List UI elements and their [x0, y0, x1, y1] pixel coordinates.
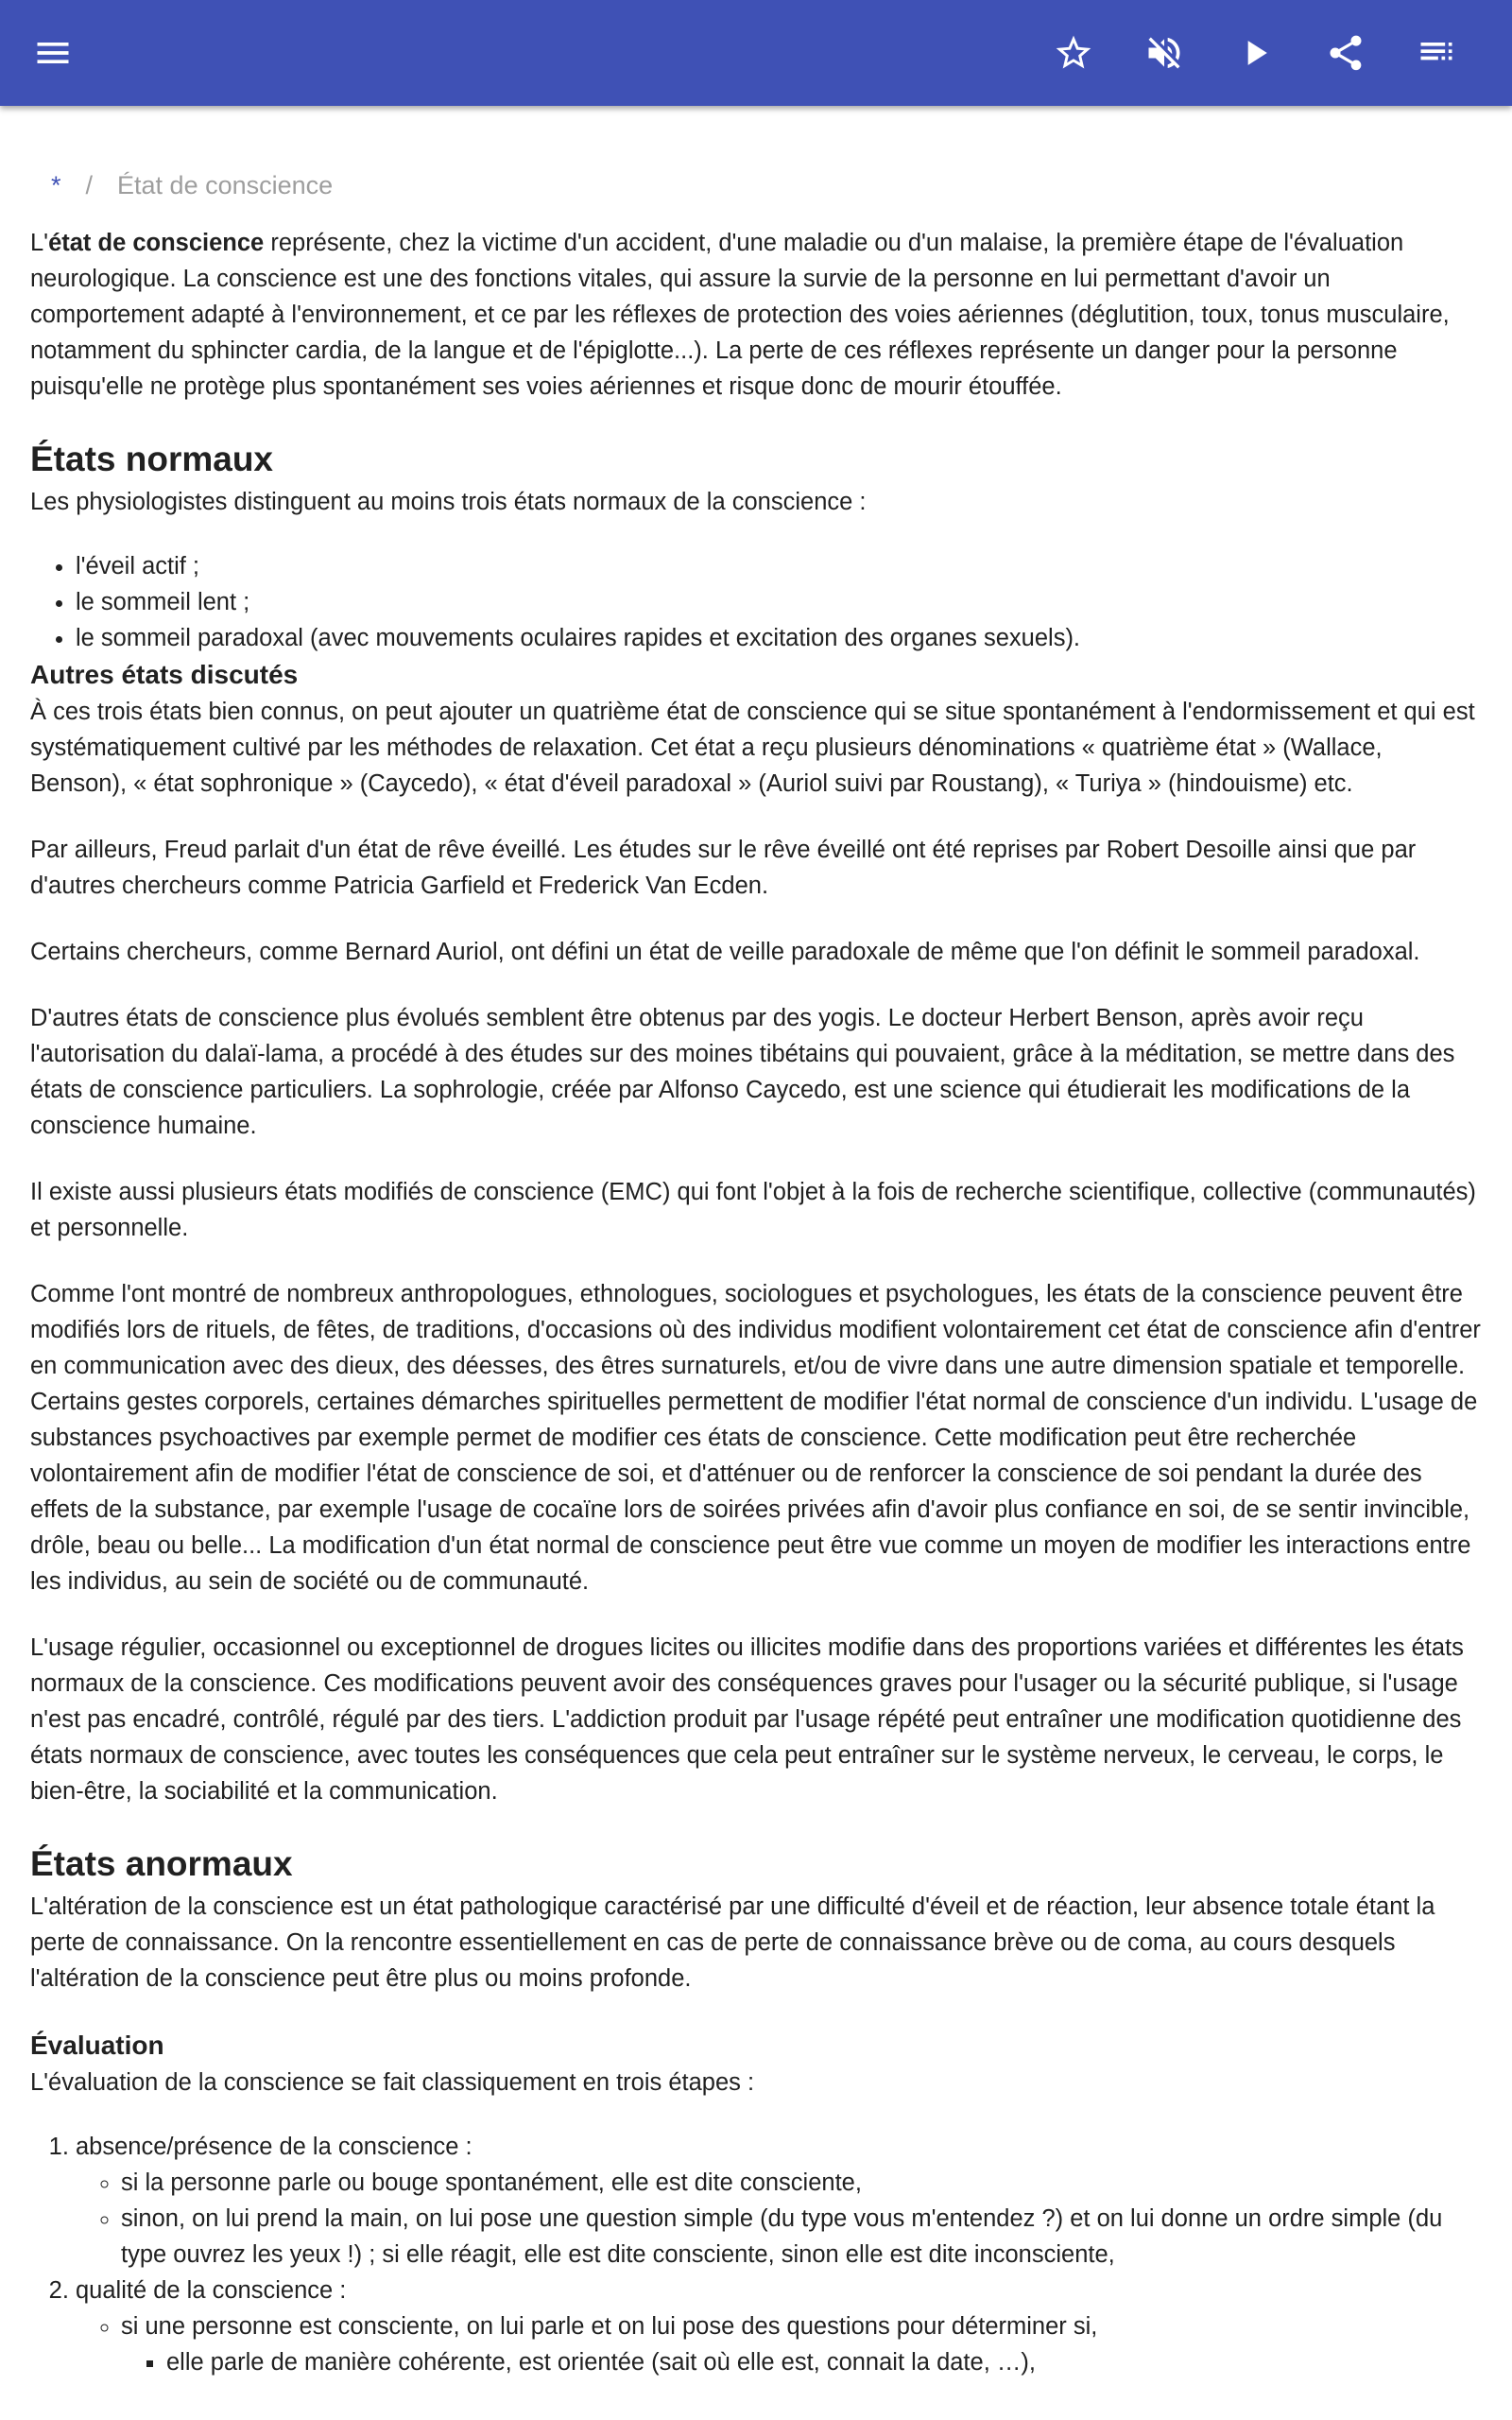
share-button[interactable]: [1315, 23, 1376, 83]
play-button[interactable]: [1225, 23, 1285, 83]
intro-bold-term: état de conscience: [48, 230, 265, 256]
breadcrumb: [30, 166, 1482, 204]
paragraph: L'usage régulier, occasionnel ou exceptionnel de drogues licites ou illicites modifie dans des proportions variées et différentes les états normaux de la conscience. Ces modifications peuvent avoir des conséquences graves pour l'usager ou la sécurité publique, si l'usage n'est pas encadré, contrôlé, régulé par des tiers. L'addiction produit par l'usage répété peut entraîner une modification quotidienne des états normaux de conscience, avec toutes les conséquences que cela peut entraîner sur le système nerveux, le cerveau, le corps, le bien-être, la sociabilité et la communication.: [30, 1634, 1464, 1805]
favorite-button[interactable]: [1043, 23, 1104, 83]
heading-evaluation: Évaluation: [30, 2031, 164, 2060]
playlist-icon: [1416, 32, 1457, 74]
heading-abnormal-states: États anormaux: [30, 1844, 293, 1883]
evaluation-step: [76, 2273, 1482, 2380]
list-item: • l'éveil actif ;: [76, 548, 1482, 584]
intro-text: représente, chez la victime d'un accident, d'une maladie ou d'un malaise, la première étape de l'évaluation neurologique. La conscience est une des fonctions vitales, qui assure la survie de la personne en lui permettant d'avoir un comportement adapté à l'environnement, et ce par les réflexes de protection des voies aériennes (déglutition, toux, tonus musculaire, notamment du sphincter cardia, de la langue et de l'épiglotte...). La perte de ces réflexes représente un danger pour la personne puisqu'elle ne protège plus spontanément ses voies aériennes et risque donc de mourir étouffée.: [30, 230, 1450, 400]
list-item: • le sommeil paradoxal (avec mouvements oculaires rapides et excitation des organes sexuels).: [76, 620, 1482, 656]
list-item: ▪ elle parle de manière cohérente, est orientée (sait où elle est, connait la date, …),: [166, 2344, 1482, 2380]
intro-prefix: L': [30, 230, 49, 256]
breadcrumb-separator: /: [85, 171, 94, 199]
list-item: ◦ si la personne parle ou bouge spontanément, elle est dite consciente,: [121, 2165, 1482, 2201]
normal-states-lead: Les physiologistes distinguent au moins trois états normaux de la conscience :: [30, 489, 867, 515]
app-bar: [0, 0, 1512, 106]
volume-off-icon: [1143, 32, 1185, 74]
evaluation-steps: [30, 2129, 1482, 2380]
step-label: qualité de la conscience :: [76, 2277, 347, 2304]
breadcrumb-current: État de conscience: [117, 171, 334, 199]
step-sublist: [76, 2165, 1482, 2273]
step-label: absence/présence de la conscience :: [76, 2134, 472, 2160]
star-outline-icon: [1053, 32, 1094, 74]
evaluation-lead: L'évaluation de la conscience se fait classiquement en trois étapes :: [30, 2069, 755, 2096]
heading-normal-states: États normaux: [30, 440, 274, 478]
step-subsublist: [121, 2344, 1482, 2380]
step-sublist: [76, 2308, 1482, 2380]
list-item: [121, 2308, 1482, 2380]
abnormal-paragraph: L'altération de la conscience est un état pathologique caractérisé par une difficulté d'éveil et de réaction, leur absence totale étant la perte de connaissance. On la rencontre essentiellement en cas de perte de connaissance brève ou de coma, au cours desquels l'altération de la conscience peut être plus ou moins profonde.: [30, 1893, 1435, 1992]
mute-button[interactable]: [1134, 23, 1194, 83]
normal-states-list: [30, 548, 1482, 656]
paragraph: À ces trois états bien connus, on peut ajouter un quatrième état de conscience qui se situe spontanément à l'endormissement et qui est systématiquement cultivé par les méthodes de relaxation. Cet état a reçu plusieurs dénominations « quatrième état » (Wallace, Benson), « état sophronique » (Caycedo), « état d'éveil paradoxal » (Auriol suivi par Roustang), « Turiya » (hindouisme) etc.: [30, 699, 1475, 797]
paragraph: Comme l'ont montré de nombreux anthropologues, ethnologues, sociologues et psychologues, les états de la conscience peuvent être modifiés lors de rituels, de fêtes, de traditions, d'occasions où des individus modifient volontairement cet état de conscience afin d'entrer en communication avec des dieux, des déesses, des êtres surnaturels, et/ou de vivre dans une autre dimension spatiale et temporelle. Certains gestes corporels, certaines démarches spirituelles permettent de modifier l'état normal de conscience d'un individu. L'usage de substances psychoactives par exemple permet de modifier ces états de conscience. Cette modification peut être recherchée volontairement afin de modifier l'état de conscience de soi, et d'atténuer ou de renforcer la conscience de soi pendant la durée des effets de la substance, par exemple l'usage de cocaïne lors de soirées privées afin d'avoir plus confiance en soi, de se sentir invincible, drôle, beau ou belle... La modification d'un état normal de conscience peut être vue comme un moyen de modifier les interactions entre les individus, au sein de société ou de communauté.: [30, 1281, 1481, 1595]
article: [30, 106, 1482, 2380]
menu-button[interactable]: [23, 23, 83, 83]
paragraph: D'autres états de conscience plus évolués semblent être obtenus par des yogis. Le docteur Herbert Benson, après avoir reçu l'autorisation du dalaï-lama, a procédé à des études sur des moines tibétains qui pouvaient, grâce à la méditation, se mettre dans des états de conscience particuliers. La sophrologie, créée par Alfonso Caycedo, est une science qui étudierait les modifications de la conscience humaine.: [30, 1005, 1455, 1139]
list-item-text: si une personne est consciente, on lui parle et on lui pose des questions pour déterminer si,: [121, 2313, 1098, 2340]
share-icon: [1325, 32, 1366, 74]
paragraph: Il existe aussi plusieurs états modifiés de conscience (EMC) qui font l'objet à la fois de recherche scientifique, collective (communautés) et personnelle.: [30, 1179, 1476, 1241]
paragraph: Par ailleurs, Freud parlait d'un état de rêve éveillé. Les études sur le rêve éveillé ont été reprises par Robert Desoille ainsi que par d'autres chercheurs comme Patricia Garfield et Frederick Van Ecden.: [30, 837, 1417, 899]
menu-icon: [32, 32, 74, 74]
paragraph: Certains chercheurs, comme Bernard Auriol, ont défini un état de veille paradoxale de même que l'on définit le sommeil paradoxal.: [30, 939, 1420, 965]
heading-discussed-states: Autres états discutés: [30, 660, 299, 689]
intro-paragraph: [30, 225, 1482, 405]
breadcrumb-home-link[interactable]: *: [51, 171, 61, 199]
list-item: • le sommeil lent ;: [76, 584, 1482, 620]
evaluation-step: [76, 2129, 1482, 2273]
play-icon: [1234, 32, 1276, 74]
list-item: ◦ sinon, on lui prend la main, on lui pose une question simple (du type vous m'entendez ?) et on lui donne un ordre simple (du type ouvrez les yeux !) ; si elle réagit, elle est dite consciente, sinon elle est dite inconsciente,: [121, 2201, 1482, 2273]
contents-button[interactable]: [1406, 23, 1467, 83]
